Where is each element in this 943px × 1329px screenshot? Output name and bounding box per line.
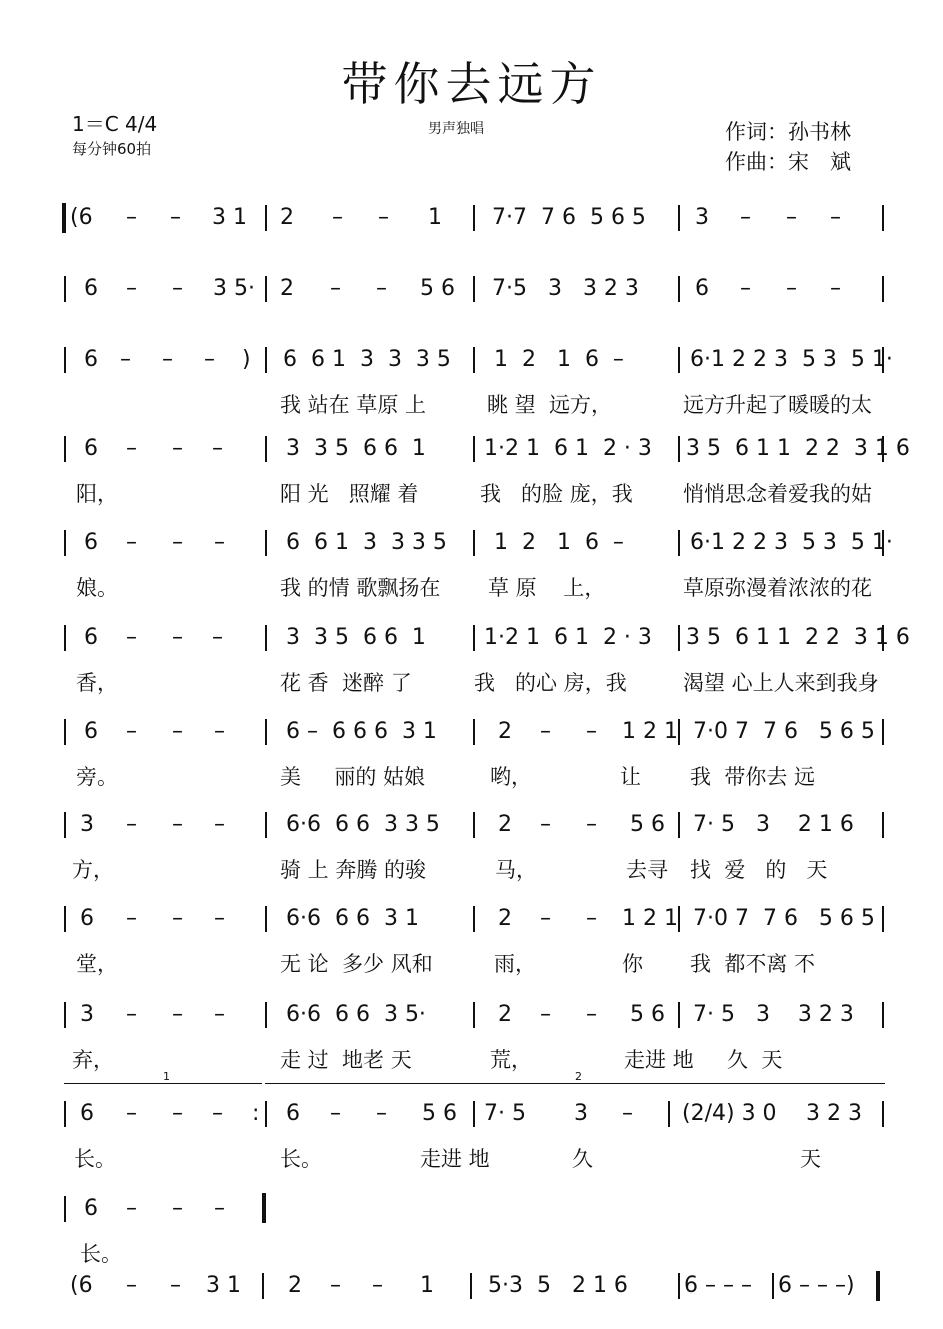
bar-line (882, 276, 884, 302)
note-group: – (786, 205, 797, 230)
bar-line (265, 1002, 267, 1028)
note-group: – (330, 276, 341, 301)
bar-line (678, 1273, 680, 1299)
lyric-text: 去寻 (626, 858, 668, 882)
lyric-text: 娘。 (76, 576, 118, 600)
note-group: – (540, 1002, 551, 1027)
note-group: 6·6 6 6 3 5· (286, 1002, 426, 1027)
note-group: – (126, 719, 137, 744)
lyric-text: 堂， (76, 952, 118, 976)
note-group: 6 6 1 3 3 3 5 (283, 347, 451, 372)
bar-line (64, 906, 66, 932)
note-group: – (330, 1101, 341, 1126)
score-line (0, 1101, 943, 1171)
note-group: 2 (498, 906, 512, 931)
score-line (0, 205, 943, 239)
lyric-text: 我 带你去 远 (690, 765, 816, 789)
bar-line (882, 719, 884, 745)
note-group: 3 (80, 1002, 94, 1027)
note-group: (6 (70, 205, 93, 230)
bar-line (64, 625, 66, 651)
score-line (0, 906, 943, 976)
lyric-text: 找 爱 的 天 (690, 858, 828, 882)
note-group: 6·6 6 6 3 3 5 (286, 812, 440, 837)
lyric-text: 旁。 (76, 765, 118, 789)
final-barline (262, 1193, 266, 1223)
note-group: 6 (84, 625, 98, 650)
bar-line (265, 530, 267, 556)
note-group: 3 3 5 6 6 1 (286, 625, 426, 650)
note-group: – (740, 276, 751, 301)
bar-line (64, 719, 66, 745)
note-group: (2/4) 3 0 (682, 1101, 777, 1126)
score-line (0, 347, 943, 417)
note-group: – (172, 906, 183, 931)
lyric-text: 走 过 地老 天 (280, 1048, 412, 1072)
note-group: 3 (80, 812, 94, 837)
note-group: – (540, 906, 551, 931)
bar-line (473, 205, 475, 231)
note-group: 6 (84, 347, 98, 372)
bar-line (473, 906, 475, 932)
bar-line (64, 436, 66, 462)
note-group: 6 (84, 530, 98, 555)
note-group: 2 (498, 812, 512, 837)
lyric-text: 长。 (80, 1242, 122, 1266)
bar-line (882, 1101, 884, 1127)
note-group: – (170, 205, 181, 230)
note-group: – (214, 1002, 225, 1027)
lyric-text: 无 论 多少 风和 (280, 952, 433, 976)
note-group: – (214, 1196, 225, 1221)
note-group: ) (242, 347, 251, 372)
volta-bracket (64, 1070, 262, 1084)
note-group: – (172, 812, 183, 837)
note-group: (6 (70, 1273, 93, 1298)
lyric-text: 天 (800, 1147, 821, 1171)
bar-line (473, 812, 475, 838)
lyric-text: 走进 地 (420, 1147, 490, 1171)
lyric-text: 草 原 上， (488, 576, 606, 600)
note-group: – (126, 436, 137, 461)
note-group: – (126, 1273, 137, 1298)
note-group: – (586, 719, 597, 744)
note-group: 6 (84, 276, 98, 301)
lyric-text: 花 香 迷醉 了 (280, 671, 412, 695)
lyric-text: 草原弥漫着浓浓的花 (683, 576, 872, 600)
lyric-text: 我 的脸 庞，我 (480, 482, 633, 506)
note-group: – (126, 625, 137, 650)
final-barline (876, 1271, 880, 1301)
bar-line (473, 436, 475, 462)
note-group: – (172, 530, 183, 555)
note-group: 5 6 (420, 276, 455, 301)
note-group: 6 – – – (684, 1273, 752, 1298)
bar-line (678, 625, 680, 651)
note-group: – (214, 530, 225, 555)
note-group: – (162, 347, 173, 372)
bar-line (668, 1101, 670, 1127)
note-group: 7· 5 3 2 1 6 (693, 812, 854, 837)
bar-line (678, 719, 680, 745)
note-group: 6 (84, 719, 98, 744)
note-group: – (740, 205, 751, 230)
volta-number: 1 (163, 1070, 170, 1083)
note-group: – (126, 1101, 137, 1126)
note-group: 6 (80, 906, 94, 931)
note-group: – (126, 1196, 137, 1221)
note-group: 1 2 1 (622, 719, 678, 744)
bar-line (473, 347, 475, 373)
bar-line (265, 205, 267, 231)
lyric-text: 哟， (490, 765, 532, 789)
performance-style: 男声独唱 (428, 121, 484, 137)
volta-number: 2 (575, 1070, 582, 1083)
note-group: 3 3 5 6 6 1 (286, 436, 426, 461)
bar-line (772, 1273, 774, 1299)
bar-line (265, 812, 267, 838)
note-group: – (170, 1273, 181, 1298)
note-group: – (212, 436, 223, 461)
lyric-text: 悄悄思念着爱我的姑 (683, 482, 872, 506)
note-group: 6 6 1 3 3 3 5 (286, 530, 447, 555)
lyric-text: 阳 光 照耀 着 (280, 482, 419, 506)
note-group: – (622, 1101, 633, 1126)
note-group: 5 6 (630, 812, 665, 837)
note-group: – (172, 719, 183, 744)
note-group: – (586, 906, 597, 931)
note-group: 7· 5 (484, 1101, 526, 1126)
bar-line (678, 530, 680, 556)
lyric-text: 长。 (74, 1147, 116, 1171)
score-line (0, 530, 943, 600)
bar-line (882, 205, 884, 231)
note-group: 6·1 2 2 3 5 3 5 1· (690, 530, 893, 555)
key-signature: 1＝C 4/4 (72, 112, 158, 136)
note-group: 1·2 1 6 1 2 · 3 (484, 436, 652, 461)
note-group: – (126, 1002, 137, 1027)
note-group: 3 5· (213, 276, 255, 301)
note-group: 1 2 1 (622, 906, 678, 931)
lyric-text: 弃， (72, 1048, 114, 1072)
start-barline (62, 203, 66, 233)
note-group: – (204, 347, 215, 372)
lyric-text: 让 (620, 765, 641, 789)
note-group: 3 (574, 1101, 588, 1126)
lyric-text: 我 的心 房，我 (474, 671, 627, 695)
note-group: – (172, 1196, 183, 1221)
lyric-text: 我 站在 草原 上 (280, 393, 427, 417)
note-group: 3 1 (212, 205, 247, 230)
note-group: – (172, 1002, 183, 1027)
note-group: 7·0 7 7 6 5 6 5 (693, 719, 875, 744)
note-group: – (830, 205, 841, 230)
note-group: 3 5 6 1 1 2 2 3 1 6 (686, 436, 910, 461)
score-line (0, 812, 943, 882)
bar-line (64, 1196, 66, 1222)
note-group: 6 – – –) (778, 1273, 855, 1298)
lyric-text: 我 都不离 不 (690, 952, 816, 976)
note-group: 5 6 (422, 1101, 457, 1126)
bar-line (473, 276, 475, 302)
lyric-text: 骑 上 奔腾 的骏 (280, 858, 427, 882)
note-group: – (214, 906, 225, 931)
note-group: 1 (420, 1273, 434, 1298)
lyric-text: 方， (72, 858, 114, 882)
note-group: 6 (80, 1101, 94, 1126)
bar-line (678, 347, 680, 373)
song-title: 带你去远方 (341, 57, 602, 111)
note-group: – (212, 625, 223, 650)
note-group: 7·0 7 7 6 5 6 5 (693, 906, 875, 931)
note-group: 6 (84, 1196, 98, 1221)
note-group: – (172, 625, 183, 650)
note-group: – (540, 719, 551, 744)
note-group: 6 (84, 436, 98, 461)
note-group: 2 (288, 1273, 302, 1298)
score-line (0, 436, 943, 506)
note-group: 6·1 2 2 3 5 3 5 1· (690, 347, 893, 372)
note-group: – (212, 1101, 223, 1126)
bar-line (64, 1002, 66, 1028)
bar-line (678, 276, 680, 302)
bar-line (64, 276, 66, 302)
bar-line (265, 625, 267, 651)
score-line (0, 625, 943, 695)
note-group: – (126, 906, 137, 931)
lyric-text: 你 (622, 952, 643, 976)
note-group: 1 (428, 205, 442, 230)
note-group: – (126, 276, 137, 301)
lyricist-credit: 作词：孙书林 (725, 120, 851, 144)
bar-line (470, 1273, 472, 1299)
note-group: 3 2 3 (806, 1101, 862, 1126)
bar-line (262, 1273, 264, 1299)
bar-line (265, 436, 267, 462)
bar-line (265, 1101, 267, 1127)
lyric-text: 雨， (494, 952, 536, 976)
bar-line (678, 906, 680, 932)
lyric-text: 走进 地 久 天 (624, 1048, 783, 1072)
lyric-text: 阳， (76, 482, 118, 506)
note-group: – (172, 436, 183, 461)
bar-line (265, 347, 267, 373)
note-group: 5 6 (630, 1002, 665, 1027)
bar-line (473, 1101, 475, 1127)
bar-line (265, 276, 267, 302)
lyric-text: 渴望 心上人来到我身 (683, 671, 879, 695)
lyric-text: 远方升起了暖暖的太 (683, 393, 872, 417)
bar-line (473, 625, 475, 651)
bar-line (882, 1002, 884, 1028)
note-group: 6 (695, 276, 709, 301)
lyric-text: 眺 望 远方， (487, 393, 613, 417)
note-group: – (376, 276, 387, 301)
lyric-text: 荒， (490, 1048, 532, 1072)
bar-line (64, 347, 66, 373)
lyric-text: 我 的情 歌飘扬在 (280, 576, 441, 600)
note-group: 7·5 3 3 2 3 (492, 276, 639, 301)
lyric-text: 马， (495, 858, 537, 882)
note-group: – (332, 205, 343, 230)
tempo-marking: 每分钟60拍 (72, 140, 152, 158)
score-line (0, 1196, 943, 1266)
bar-line (678, 436, 680, 462)
note-group: 3 (695, 205, 709, 230)
volta-bracket (265, 1070, 885, 1084)
lyric-text: 久 (572, 1147, 593, 1171)
bar-line (64, 812, 66, 838)
note-group: – (214, 812, 225, 837)
note-group: – (830, 276, 841, 301)
note-group: 3 5 6 1 1 2 2 3 1 6 (686, 625, 910, 650)
bar-line (473, 1002, 475, 1028)
bar-line (678, 205, 680, 231)
note-group: – (126, 812, 137, 837)
bar-line (473, 719, 475, 745)
bar-line (678, 1002, 680, 1028)
bar-line (678, 812, 680, 838)
score-line (0, 1273, 943, 1307)
bar-line (473, 530, 475, 556)
score-line (0, 719, 943, 789)
note-group: – (378, 205, 389, 230)
note-group: 6 – 6 6 6 3 1 (286, 719, 437, 744)
bar-line (265, 906, 267, 932)
note-group: – (172, 1101, 183, 1126)
bar-line (882, 812, 884, 838)
note-group: – (376, 1101, 387, 1126)
note-group: – (786, 276, 797, 301)
bar-line (64, 1101, 66, 1127)
score-line (0, 276, 943, 310)
note-group: – (126, 530, 137, 555)
note-group: – (586, 812, 597, 837)
note-group: – (330, 1273, 341, 1298)
note-group: 1 2 1 6 – (494, 530, 624, 555)
score-line (0, 1002, 943, 1072)
note-group: 1 2 1 6 – (494, 347, 624, 372)
note-group: 5·3 5 2 1 6 (488, 1273, 628, 1298)
lyric-text: 美 丽的 姑娘 (280, 765, 426, 789)
composer-credit: 作曲：宋 斌 (725, 150, 851, 174)
note-group: 7· 5 3 3 2 3 (693, 1002, 854, 1027)
note-group: 1·2 1 6 1 2 · 3 (484, 625, 652, 650)
bar-line (265, 719, 267, 745)
note-group: 6 (286, 1101, 300, 1126)
note-group: – (586, 1002, 597, 1027)
note-group: 3 1 (206, 1273, 241, 1298)
note-group: – (172, 276, 183, 301)
note-group: 2 (280, 276, 294, 301)
bar-line (882, 906, 884, 932)
note-group: 2 (280, 205, 294, 230)
note-group: – (214, 719, 225, 744)
note-group: – (126, 205, 137, 230)
bar-line (64, 530, 66, 556)
lyric-text: 长。 (280, 1147, 322, 1171)
note-group: 7·7 7 6 5 6 5 (492, 205, 646, 230)
note-group: 2 (498, 719, 512, 744)
note-group: – (372, 1273, 383, 1298)
note-group: – (540, 812, 551, 837)
lyric-text: 香， (76, 671, 118, 695)
note-group: – (120, 347, 131, 372)
note-group: 6·6 6 6 3 1 (286, 906, 419, 931)
note-group: : (252, 1101, 260, 1126)
note-group: 2 (498, 1002, 512, 1027)
